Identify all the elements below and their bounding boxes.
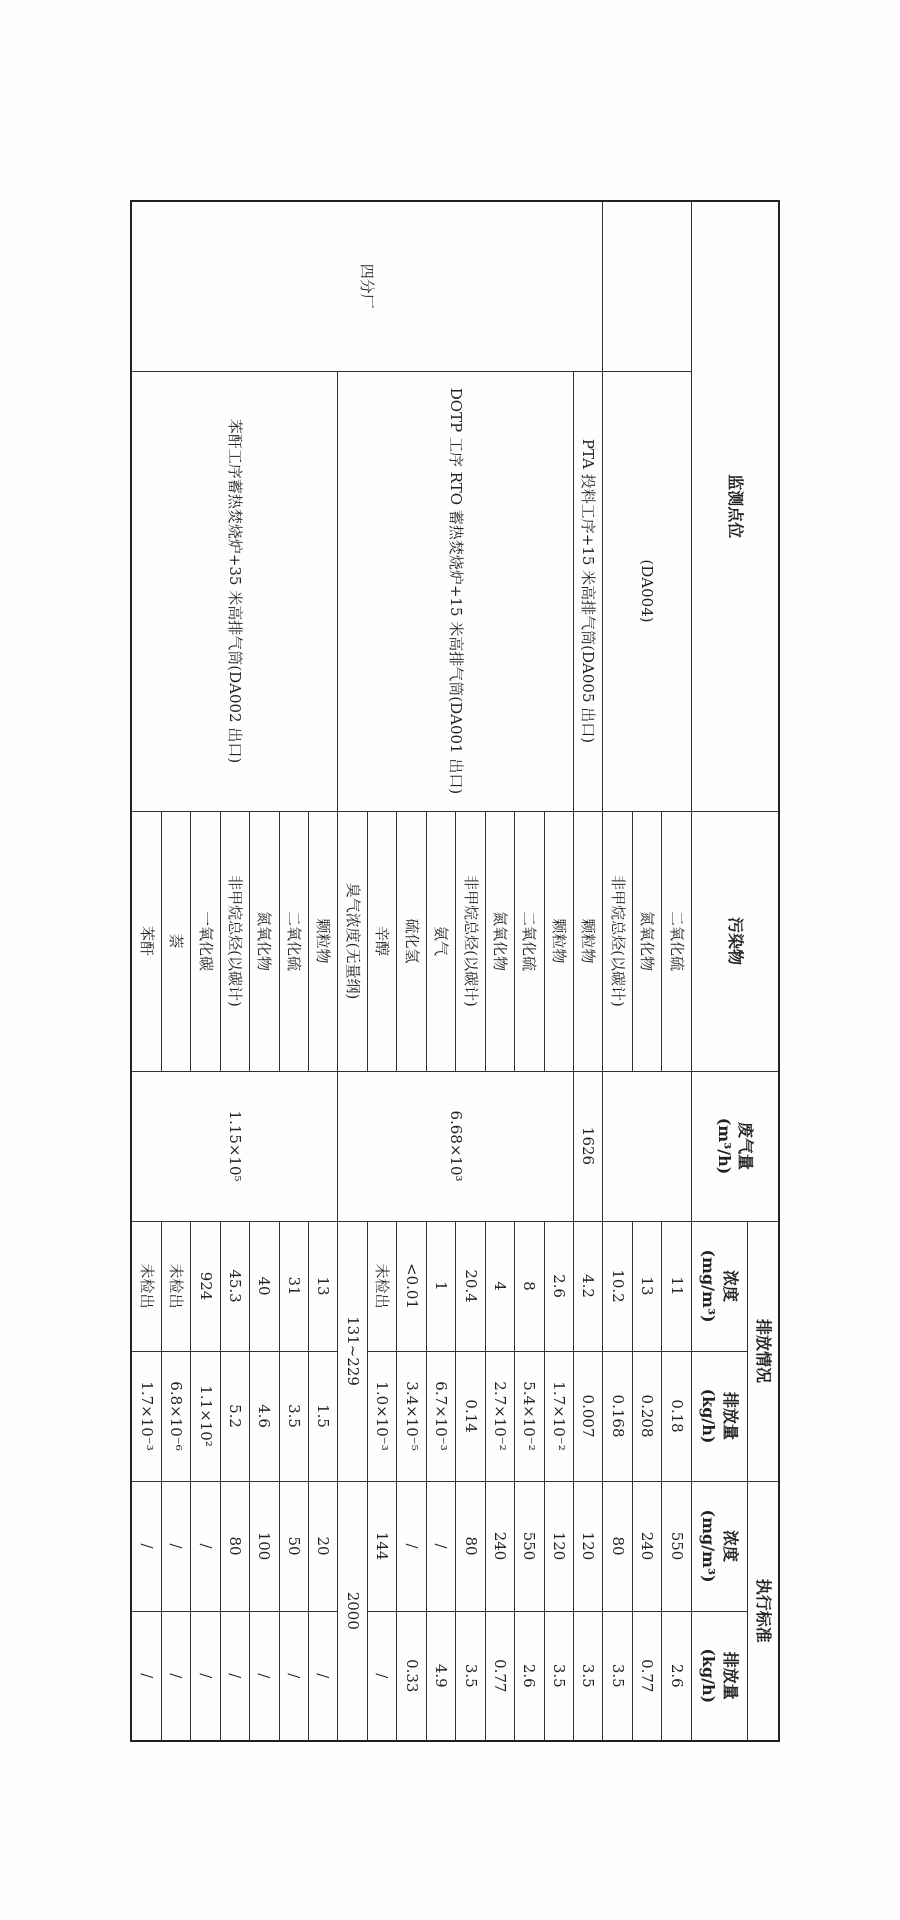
pollutant-cell: 臭气浓度(无量纲) xyxy=(338,811,367,1071)
pollutant-cell: 非甲烷总烃(以碳计) xyxy=(220,811,249,1071)
std-conc-cell: / xyxy=(131,1481,161,1611)
std-conc-cell: / xyxy=(191,1481,220,1611)
std-conc-cell: 120 xyxy=(573,1481,602,1611)
rate-cell: 6.8×10⁻⁶ xyxy=(161,1351,190,1481)
std-rate-cell: / xyxy=(309,1611,338,1741)
table-row xyxy=(662,201,691,1741)
rate-cell: 1.1×10² xyxy=(191,1351,220,1481)
pollutant-cell: 非甲烷总烃(以碳计) xyxy=(456,811,485,1071)
conc-cell: 未检出 xyxy=(367,1221,396,1351)
header-pollutant: 污染物 xyxy=(691,811,779,1071)
pollutant-cell: 萘 xyxy=(161,811,190,1071)
plant-cell: 四分厂 xyxy=(131,201,603,371)
pollutant-cell: 氨气 xyxy=(426,811,455,1071)
conc-cell: 8 xyxy=(515,1221,544,1351)
std-rate-cell: / xyxy=(191,1611,220,1741)
std-rate-cell: 3.5 xyxy=(544,1611,573,1741)
emission-monitoring-table xyxy=(130,200,780,1742)
point-cell: 苯酐工序蓄热焚烧炉+35 米高排气筒(DA002 出口) xyxy=(131,371,338,811)
conc-merged-cell: 131~229 xyxy=(338,1221,367,1481)
std-rate-cell: 0.77 xyxy=(632,1611,661,1741)
pollutant-cell: 颗粒物 xyxy=(309,811,338,1071)
std-conc-cell: 120 xyxy=(544,1481,573,1611)
conc-unit: (mg/m³) xyxy=(699,1249,719,1323)
header-emission-rate xyxy=(691,1351,747,1481)
conc-cell: 20.4 xyxy=(456,1221,485,1351)
conc-cell: 2.6 xyxy=(544,1221,573,1351)
std-rate-cell: 0.33 xyxy=(397,1611,426,1741)
std-conc-cell: 550 xyxy=(662,1481,691,1611)
std-rate-cell: 2.6 xyxy=(662,1611,691,1741)
header-row-1 xyxy=(747,201,779,1741)
header-emission: 排放情况 xyxy=(747,1221,779,1481)
std-rate-cell: 3.5 xyxy=(456,1611,485,1741)
rate-label: 排放量 xyxy=(720,1651,740,1700)
rate-cell: 5.4×10⁻² xyxy=(515,1351,544,1481)
pollutant-cell: 二氧化硫 xyxy=(279,811,308,1071)
std-rate-cell: 4.9 xyxy=(426,1611,455,1741)
gas-flow-cell: 1626 xyxy=(573,1071,602,1221)
rate-cell: 0.168 xyxy=(603,1351,632,1481)
gas-flow-cell xyxy=(603,1071,691,1221)
std-rate-cell: 3.5 xyxy=(573,1611,602,1741)
std-conc-cell: / xyxy=(161,1481,190,1611)
header-emission-conc xyxy=(691,1221,747,1351)
pollutant-cell: 颗粒物 xyxy=(573,811,602,1071)
header-gas-flow-unit: (m³/h) xyxy=(714,1117,734,1175)
pollutant-cell: 二氧化硫 xyxy=(515,811,544,1071)
rate-cell: 1.7×10⁻² xyxy=(544,1351,573,1481)
gas-flow-cell: 6.68×10³ xyxy=(338,1071,574,1221)
pollutant-cell: 氮氧化物 xyxy=(250,811,279,1071)
rate-cell: 2.7×10⁻² xyxy=(485,1351,514,1481)
gas-flow-cell: 1.15×10⁵ xyxy=(131,1071,338,1221)
std-rate-cell: 2.6 xyxy=(515,1611,544,1741)
conc-cell: 11 xyxy=(662,1221,691,1351)
pollutant-cell: 二氧化硫 xyxy=(662,811,691,1071)
conc-cell: 13 xyxy=(632,1221,661,1351)
conc-cell: 4 xyxy=(485,1221,514,1351)
std-merged-cell: 2000 xyxy=(338,1481,367,1741)
conc-cell: 924 xyxy=(191,1221,220,1351)
header-standard-rate xyxy=(691,1611,747,1741)
std-rate-cell: / xyxy=(367,1611,396,1741)
std-conc-cell: 80 xyxy=(220,1481,249,1611)
conc-cell: 40 xyxy=(250,1221,279,1351)
table-row xyxy=(544,201,573,1741)
rate-cell: 4.6 xyxy=(250,1351,279,1481)
rate-cell: 1.5 xyxy=(309,1351,338,1481)
header-gas-flow-label: 废气量 xyxy=(736,1122,756,1171)
pollutant-cell: 氮氧化物 xyxy=(632,811,661,1071)
std-conc-cell: 100 xyxy=(250,1481,279,1611)
std-conc-cell: / xyxy=(397,1481,426,1611)
pollutant-cell: 硫化氢 xyxy=(397,811,426,1071)
std-conc-cell: 50 xyxy=(279,1481,308,1611)
rate-cell: 5.2 xyxy=(220,1351,249,1481)
table-row xyxy=(309,201,338,1741)
conc-cell: 1 xyxy=(426,1221,455,1351)
conc-cell: <0.01 xyxy=(397,1221,426,1351)
conc-label: 浓度 xyxy=(720,1530,740,1563)
std-rate-cell: 0.77 xyxy=(485,1611,514,1741)
rate-cell: 3.4×10⁻⁵ xyxy=(397,1351,426,1481)
rate-unit: (kg/h) xyxy=(699,1648,719,1704)
rate-cell: 1.0×10⁻³ xyxy=(367,1351,396,1481)
conc-cell: 未检出 xyxy=(161,1221,190,1351)
conc-cell: 10.2 xyxy=(603,1221,632,1351)
point-cell: (DA004) xyxy=(603,371,691,811)
pollutant-cell: 颗粒物 xyxy=(544,811,573,1071)
plant-cell xyxy=(603,201,691,371)
rate-cell: 0.208 xyxy=(632,1351,661,1481)
conc-cell: 31 xyxy=(279,1221,308,1351)
rate-cell: 0.18 xyxy=(662,1351,691,1481)
pollutant-cell: 非甲烷总烃(以碳计) xyxy=(603,811,632,1071)
std-conc-cell: 240 xyxy=(485,1481,514,1611)
pollutant-cell: 氮氧化物 xyxy=(485,811,514,1071)
conc-cell: 未检出 xyxy=(131,1221,161,1351)
pollutant-cell: 苯酐 xyxy=(131,811,161,1071)
table-row xyxy=(573,201,602,1741)
header-point: 监测点位 xyxy=(691,201,779,811)
rate-unit: (kg/h) xyxy=(699,1388,719,1444)
rate-cell: 1.7×10⁻³ xyxy=(131,1351,161,1481)
rate-cell: 0.007 xyxy=(573,1351,602,1481)
point-cell: PTA 投料工序+15 米高排气筒(DA005 出口) xyxy=(573,371,602,811)
conc-cell: 13 xyxy=(309,1221,338,1351)
std-conc-cell: 144 xyxy=(367,1481,396,1611)
header-standard-conc xyxy=(691,1481,747,1611)
rate-cell: 6.7×10⁻³ xyxy=(426,1351,455,1481)
header-gas-flow xyxy=(691,1071,779,1221)
std-conc-cell: 550 xyxy=(515,1481,544,1611)
rotated-table-wrapper xyxy=(130,200,780,1740)
std-rate-cell: / xyxy=(131,1611,161,1741)
rate-label: 排放量 xyxy=(720,1392,740,1441)
std-conc-cell: 80 xyxy=(456,1481,485,1611)
pollutant-cell: 辛醇 xyxy=(367,811,396,1071)
header-standard: 执行标准 xyxy=(747,1481,779,1741)
std-rate-cell: / xyxy=(279,1611,308,1741)
std-conc-cell: / xyxy=(426,1481,455,1611)
conc-cell: 45.3 xyxy=(220,1221,249,1351)
std-rate-cell: 3.5 xyxy=(603,1611,632,1741)
conc-unit: (mg/m³) xyxy=(699,1509,719,1583)
std-rate-cell: / xyxy=(161,1611,190,1741)
conc-cell: 4.2 xyxy=(573,1221,602,1351)
rate-cell: 0.14 xyxy=(456,1351,485,1481)
point-cell: DOTP 工序 RTO 蓄热焚烧炉+15 米高排气筒(DA001 出口) xyxy=(338,371,574,811)
pollutant-cell: 一氧化碳 xyxy=(191,811,220,1071)
std-conc-cell: 80 xyxy=(603,1481,632,1611)
std-rate-cell: / xyxy=(220,1611,249,1741)
rate-cell: 3.5 xyxy=(279,1351,308,1481)
std-conc-cell: 240 xyxy=(632,1481,661,1611)
std-rate-cell: / xyxy=(250,1611,279,1741)
conc-label: 浓度 xyxy=(720,1270,740,1303)
std-conc-cell: 20 xyxy=(309,1481,338,1611)
